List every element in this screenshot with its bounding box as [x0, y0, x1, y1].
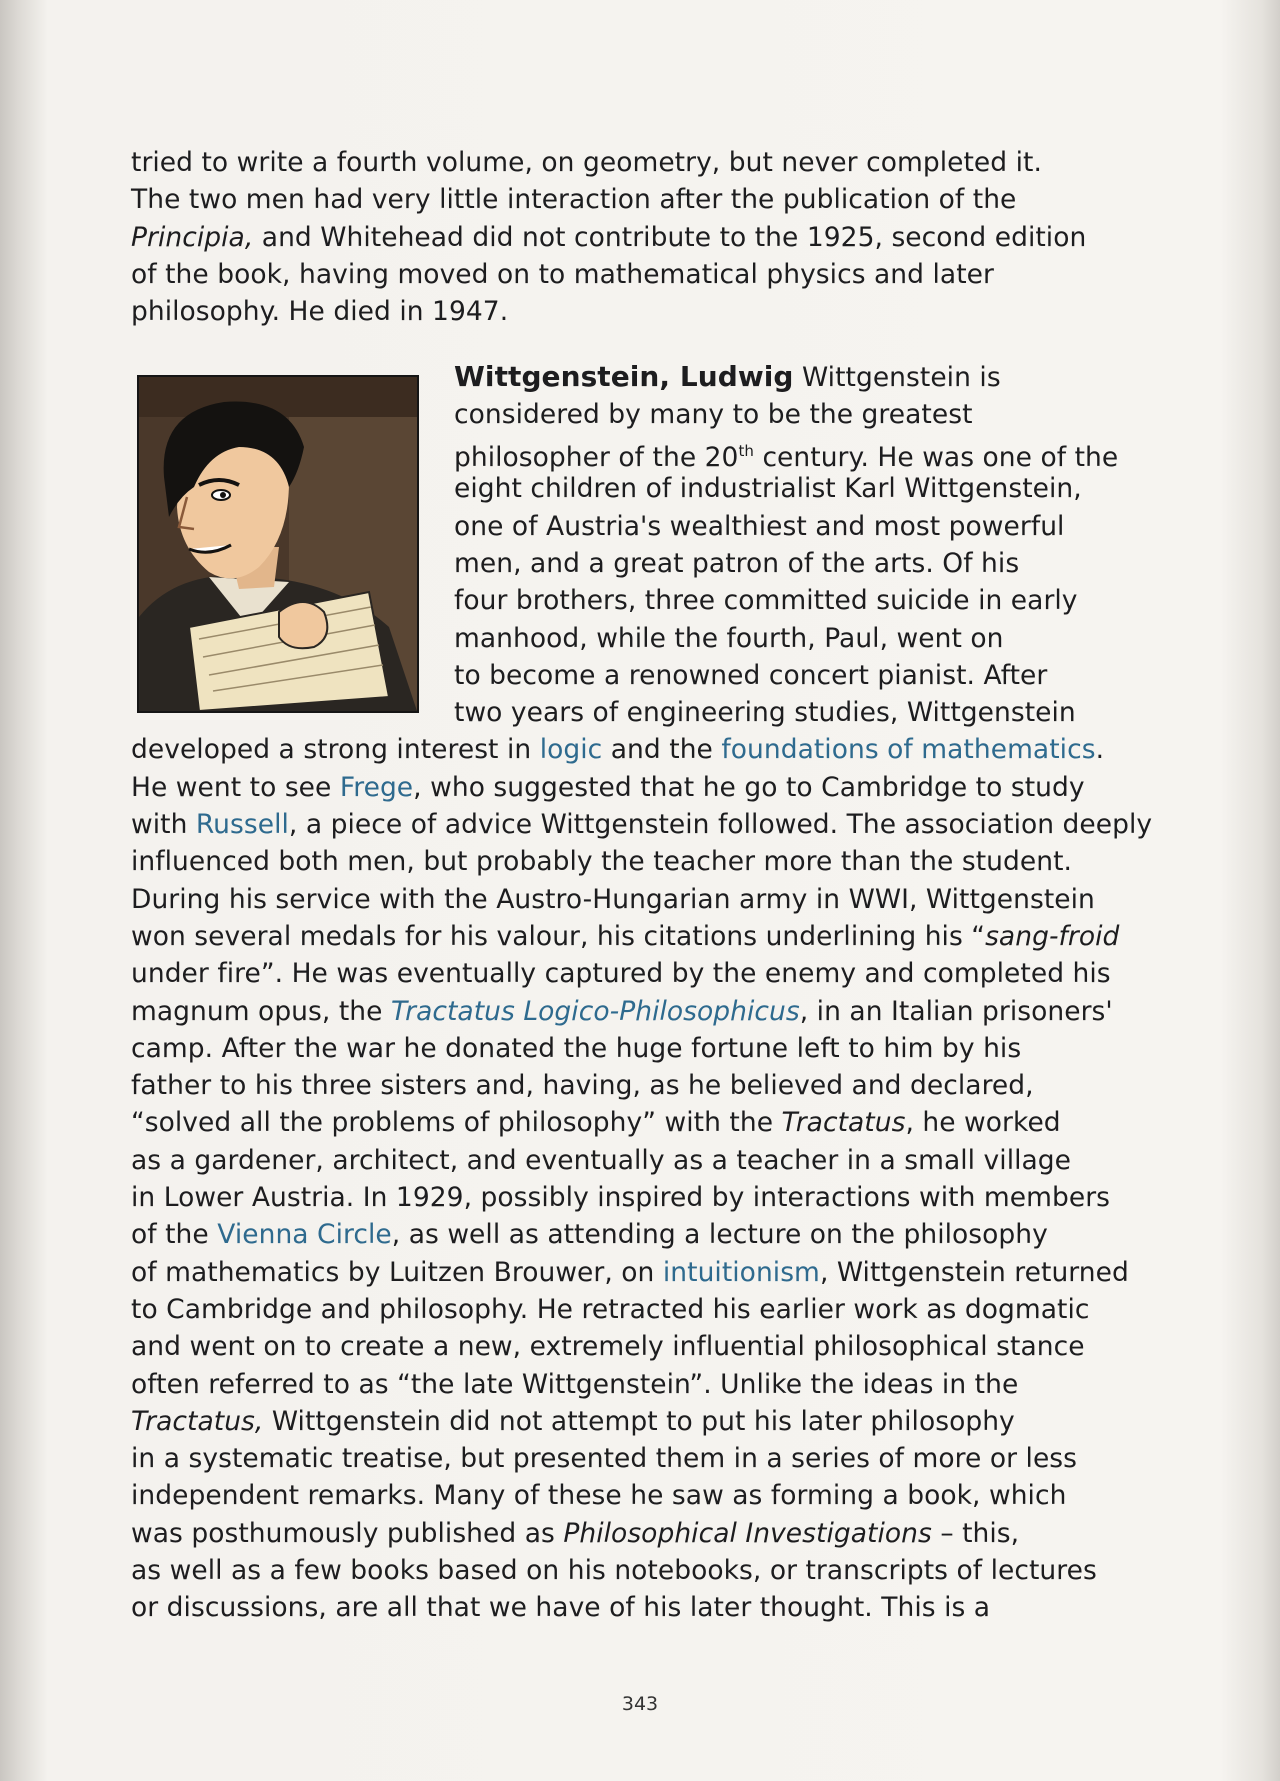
body-line	[131, 1254, 1131, 1291]
book-title-investigations: Philosophical Investigations	[563, 1517, 932, 1549]
body-line: often referred to as “the late Wittgenstein”. Unlike the ideas in the	[131, 1368, 1019, 1400]
portrait-pupil	[220, 492, 226, 498]
body-line: under fire”. He was eventually captured by the enemy and completed his	[131, 958, 1111, 990]
body-line: father to his three sisters and, having, as he believed and declared,	[131, 1070, 1034, 1102]
entry-text-column	[131, 144, 1153, 1627]
xref-logic-link[interactable]: logic	[539, 734, 603, 766]
body-line: camp. After the war he donated the huge fortune left to him by his	[131, 1032, 1022, 1064]
xref-intuitionism-link[interactable]: intuitionism	[662, 1256, 820, 1288]
wittgenstein-portrait-icon	[137, 375, 419, 713]
paragraph-gap	[131, 330, 1131, 358]
portrait-illustration	[139, 377, 417, 711]
entry-heading: Wittgenstein, Ludwig	[454, 360, 794, 394]
body-line	[131, 806, 1153, 843]
wrap-line: to become a renowned concert pianist. After	[454, 659, 1048, 691]
body-line	[131, 1403, 1131, 1440]
body-line	[131, 731, 1131, 768]
body-text: and the	[602, 734, 722, 766]
body-text: , a piece of advice Wittgenstein followed. The association deeply	[288, 809, 1153, 841]
body-line: in a systematic treatise, but presented them in a series of more or less	[131, 1443, 1078, 1475]
body-text: He went to see	[131, 771, 340, 803]
body-line: to Cambridge and philosophy. He retracted his earlier work as dogmatic	[131, 1293, 1090, 1325]
xref-tractatus-link[interactable]: Tractatus Logico-Philosophicus	[390, 995, 800, 1027]
body-text: , in an Italian prisoners'	[799, 995, 1113, 1027]
xref-vienna-circle-link[interactable]: Vienna Circle	[217, 1219, 392, 1251]
body-line	[131, 1216, 1131, 1253]
body-line	[131, 1515, 1131, 1552]
body-text: , as well as attending a lecture on the philosophy	[391, 1219, 1048, 1251]
body-text: , Wittgenstein returned	[819, 1256, 1129, 1288]
body-line	[131, 918, 1131, 955]
portrait-shadow	[139, 377, 417, 417]
wrap-line: one of Austria's wealthiest and most powerful	[454, 510, 1065, 542]
italic-sang-froid: sang-froid	[985, 920, 1120, 952]
body-text: “solved all the problems of philosophy” with the	[131, 1107, 782, 1139]
body-line	[131, 993, 1131, 1030]
body-line: and went on to create a new, extremely influential philosophical stance	[131, 1331, 1085, 1363]
body-line	[131, 769, 1131, 806]
body-line	[131, 1104, 1131, 1141]
body-line: independent remarks. Many of these he saw as forming a book, which	[131, 1480, 1067, 1512]
xref-frege-link[interactable]: Frege	[339, 771, 414, 803]
wrap-line: eight children of industrialist Karl Wittgenstein,	[454, 473, 1082, 505]
book-title-principia: Principia,	[131, 221, 254, 253]
wrap-line: considered by many to be the greatest	[454, 398, 973, 430]
body-line: influenced both men, but probably the teacher more than the student.	[131, 846, 1072, 878]
body-text: magnum opus, the	[131, 995, 391, 1027]
body-text: of the	[131, 1219, 218, 1251]
body-text: , who suggested that he go to Cambridge to study	[413, 771, 1085, 803]
wrap-text: century. He was one of the	[753, 441, 1119, 473]
wrap-line: manhood, while the fourth, Paul, went on	[454, 622, 1004, 654]
body-line: in Lower Austria. In 1929, possibly inspired by interactions with members	[131, 1182, 1111, 1214]
body-text: – this,	[931, 1517, 1020, 1549]
page-number: 343	[621, 1693, 659, 1715]
body-text: with	[131, 809, 196, 841]
intro-text: and Whitehead did not contribute to the 1925, second edition	[253, 221, 1087, 253]
body-text: won several medals for his valour, his citations underlining his “	[131, 920, 986, 952]
wrap-line: men, and a great patron of the arts. Of his	[454, 547, 1020, 579]
body-text: of mathematics by Luitzen Brouwer, on	[131, 1256, 663, 1288]
body-line: During his service with the Austro-Hungarian army in WWI, Wittgenstein	[131, 883, 1095, 915]
wrap-text: philosopher of the 20	[454, 441, 739, 473]
portrait-hand	[279, 602, 327, 648]
wrap-line: two years of engineering studies, Wittgenstein	[454, 697, 1076, 729]
intro-line: The two men had very little interaction after the publication of the	[131, 184, 1017, 216]
intro-line: philosophy. He died in 1947.	[131, 296, 509, 328]
body-line: or discussions, are all that we have of his later thought. This is a	[131, 1592, 991, 1624]
wrap-line: four brothers, three committed suicide in early	[454, 585, 1078, 617]
intro-line: tried to write a fourth volume, on geometry, but never completed it.	[131, 147, 1042, 178]
body-text: , he worked	[905, 1107, 1061, 1139]
body-text: .	[1095, 734, 1105, 766]
body-text: Wittgenstein did not attempt to put his later philosophy	[263, 1405, 1015, 1437]
xref-russell-link[interactable]: Russell	[195, 809, 289, 841]
wrap-text: Wittgenstein is	[793, 362, 1001, 394]
book-title-tractatus: Tractatus	[781, 1107, 906, 1139]
body-line: as well as a few books based on his notebooks, or transcripts of lectures	[131, 1554, 1097, 1586]
xref-foundations-link[interactable]: foundations of mathematics	[721, 734, 1096, 766]
body-text: was posthumously published as	[131, 1517, 564, 1549]
body-text: developed a strong interest in	[131, 734, 540, 766]
body-line: as a gardener, architect, and eventually as a teacher in a small village	[131, 1144, 1072, 1176]
intro-line: of the book, having moved on to mathematical physics and later	[131, 258, 994, 290]
superscript: th	[738, 442, 754, 461]
book-title-tractatus: Tractatus,	[131, 1405, 264, 1437]
intro-line	[131, 219, 1131, 256]
